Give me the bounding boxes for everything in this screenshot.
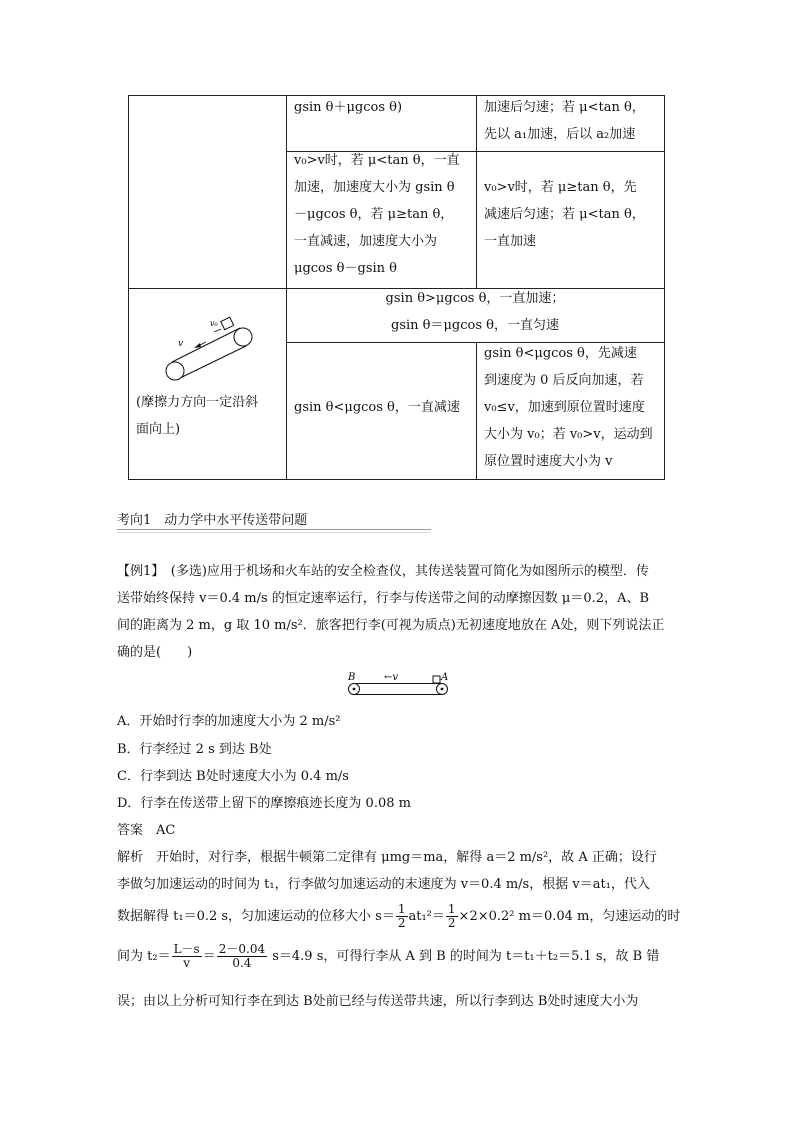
fraction-l-minus-s: $\frac{L-s}{v}$: [173, 942, 200, 970]
analysis-line-5: 误；由以上分析可知行李在到达 B处前已经与传送带共速，所以行李到达 B处时速度大小为: [117, 994, 639, 1009]
incline-v-label: v: [178, 339, 184, 349]
horizontal-conveyor-figure: [340, 670, 460, 702]
section-heading: 考向1 动力学中水平传送带问题: [117, 513, 308, 528]
example-question: 【例1】 (多选)应用于机场和火车站的安全检查仪，其传送装置可简化为如图所示的模型．传 送带始终保持 v＝0.4 m/s 的恒定速率运行，行李与传送带之间的动摩擦因数 μ＝0.2，A、B 间的距离为 2 m，g 取 10 m/s²．旅客把行李(可视为质点)无初速度地放在 A处，则下列说法正 确的是( ): [117, 564, 665, 660]
analysis-line-3: 数据解得 t₁＝0.2 s，匀加速运动的位移大小 s＝ $\frac{1}{2}$ at₁²＝ $\frac{1}{2}$ ×2×0.2² m＝0.04 m，匀速运动的时: [117, 902, 681, 930]
cell-r4-c2: gsin θ<μgcos θ，一直减速: [294, 400, 460, 415]
cell-r2-c3: v₀>v时，若 μ≥tan θ，先 减速后匀速；若 μ<tan θ， 一直加速: [484, 180, 645, 249]
answer: 答案 AC: [117, 823, 176, 838]
section-rule: [117, 529, 431, 530]
analysis-line-1: 解析 开始时，对行李，根据牛顿第二定律有 μmg＝ma，解得 a＝2 m/s²，故 A 正确；设行: [117, 850, 657, 865]
cell-r4-c3: gsin θ<μgcos θ，先减速 到速度为 0 后反向加速，若 v₀≤v，加速到原位置时速度 大小为 v₀；若 v₀>v，运动到 原位置时速度大小为 v: [484, 346, 653, 469]
option-d: D．行李在传送带上留下的摩擦痕迹长度为 0.08 m: [117, 796, 411, 811]
analysis-line-4: 间为 t₂＝ $\frac{L-s}{v}$ ＝ $\frac{2-0.04}{0.4}$ s＝4.9 s，可得行李从 A 到 B 的时间为 t＝t₁＋t₂＝5.1 s，故 B 错: [117, 942, 660, 970]
cell-r1-c3: 加速后匀速；若 μ<tan θ， 先以 a₁加速，后以 a₂加速: [484, 100, 645, 142]
section-rule-shadow: [117, 532, 431, 533]
incline-caption: (摩擦力方向一定沿斜 面向上): [136, 395, 259, 437]
analysis-line-2: 李做匀加速运动的时间为 t₁，行李做匀加速运动的末速度为 v＝0.4 m/s，根据 v＝at₁，代入: [117, 877, 650, 892]
incline-v0-label: v₀: [210, 319, 218, 328]
fraction-half: $\frac{1}{2}$: [397, 902, 406, 930]
belt-velocity-label: ←v: [384, 672, 399, 683]
option-c: C．行李到达 B处时速度大小为 0.4 m/s: [117, 769, 349, 784]
cell-r2-c2: v₀>v时，若 μ<tan θ，一直 加速，加速度大小为 gsin θ －μgcos θ，若 μ≥tan θ， 一直减速，加速度大小为 μgcos θ－gsin θ: [294, 153, 460, 276]
point-b-label: B: [348, 672, 356, 683]
fraction-numeric: $\frac{2-0.04}{0.4}$: [218, 942, 266, 970]
point-a-label: A: [441, 672, 449, 683]
cell-r3-merged: gsin θ>μgcos θ，一直加速； gsin θ＝μgcos θ，一直匀速: [385, 291, 565, 333]
incline-conveyor-figure: [158, 310, 258, 394]
comparison-table: [128, 95, 665, 480]
cell-r1-c2: gsin θ＋μgcos θ): [294, 100, 403, 115]
fraction-half-2: $\frac{1}{2}$: [447, 902, 456, 930]
option-b: B．行李经过 2 s 到达 B处: [117, 742, 272, 757]
option-a: A．开始时行李的加速度大小为 2 m/s²: [117, 714, 341, 729]
